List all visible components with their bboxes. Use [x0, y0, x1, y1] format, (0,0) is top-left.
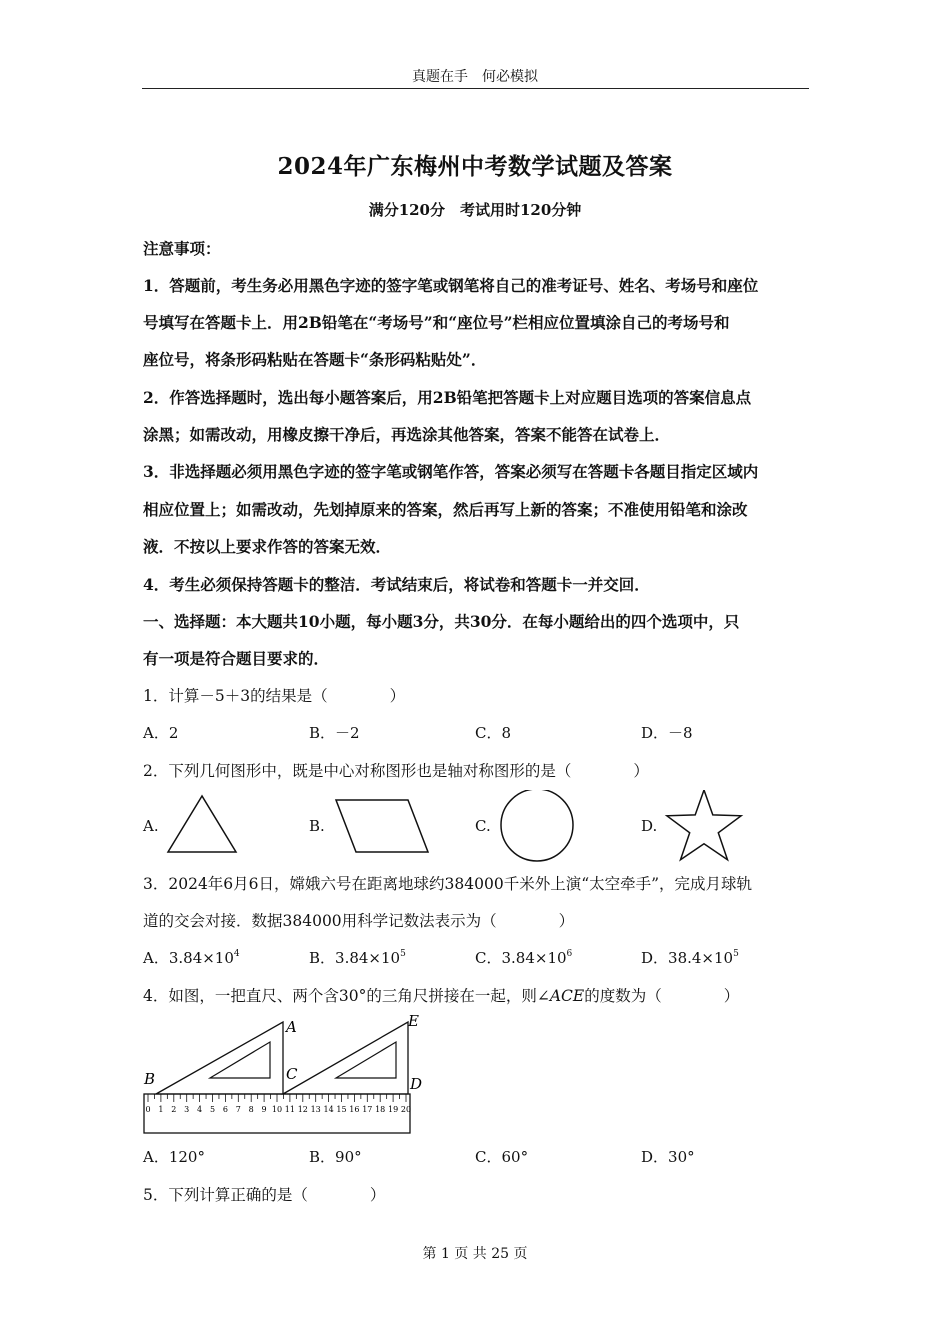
- ruler-tick-label: 4: [197, 1105, 203, 1114]
- q1-stem: 1．计算－5＋3的结果是（ ）: [143, 687, 406, 705]
- point-label-e: E: [408, 1012, 419, 1030]
- exam-subtitle: 满分120分 考试用时120分钟: [368, 201, 582, 219]
- note-line: 座位号，将条形码粘贴在答题卡“条形码粘贴处”．: [143, 350, 487, 369]
- q3-stem-line1: 3．2024年6月6日，嫦娥六号在距离地球约384000千米外上演“太空牵手”，完成月球轨: [143, 875, 753, 893]
- q1-option-b: B．－2: [309, 724, 360, 742]
- triangle-ruler-1-inner: [210, 1042, 270, 1078]
- q1-option-c: C．8: [475, 724, 512, 742]
- section-heading: 有一项是符合题目要求的．: [143, 649, 330, 668]
- ruler-tick-label: 19: [388, 1105, 399, 1114]
- q1-option-d: D．－8: [641, 724, 693, 742]
- point-label-b: B: [144, 1070, 156, 1088]
- q2-shapes-figure: [160, 790, 760, 866]
- header-rule: [142, 88, 809, 89]
- parallelogram-shape: [336, 800, 428, 852]
- ruler-tick-label: 7: [235, 1105, 241, 1114]
- section-heading: 一、选择题：本大题共10小题，每小题3分，共30分．在每小题给出的四个选项中，只: [143, 612, 740, 631]
- note-line: 相应位置上；如需改动，先划掉原来的答案，然后再写上新的答案；不准使用铅笔和涂改: [143, 500, 748, 519]
- q3-option-c: C．$3.84\times 10^6$: [475, 949, 573, 967]
- ruler-tick-label: 8: [248, 1105, 254, 1114]
- note-line: 号填写在答题卡上．用2B铅笔在“考场号”和“座位号”栏相应位置填涂自己的考场号和: [143, 313, 730, 332]
- note-line: 2．作答选择题时，选出每小题答案后，用2B铅笔把答题卡上对应题目选项的答案信息点: [143, 388, 752, 407]
- page-header: 真题在手 何必模拟: [412, 69, 538, 85]
- note-line: 1．答题前，考生务必用黑色字迹的签字笔或钢笔将自己的准考证号、姓名、考场号和座位: [143, 276, 759, 295]
- q4-option-b: B．90°: [309, 1148, 362, 1166]
- q3-option-b: B．$3.84\times 10^5$: [309, 949, 406, 967]
- circle-shape: [501, 790, 573, 861]
- ruler-tick-label: 11: [284, 1105, 295, 1114]
- q2-label-d: D.: [641, 817, 658, 835]
- triangle-shape: [168, 796, 236, 852]
- q3-option-d: D．$38.4\times 10^5$: [641, 949, 739, 967]
- note-line: 液．不按以上要求作答的答案无效．: [143, 537, 392, 556]
- q2-label-a: A.: [143, 817, 159, 835]
- triangle-ruler-2-inner: [336, 1042, 396, 1078]
- document-title: 2024年广东梅州中考数学试题及答案: [277, 153, 673, 180]
- ruler-tick-label: 12: [297, 1105, 308, 1114]
- ruler-tick-label: 2: [171, 1105, 177, 1114]
- q4-option-c: C．60°: [475, 1148, 529, 1166]
- ruler-tick-label: 9: [261, 1105, 267, 1114]
- note-line: 4．考生必须保持答题卡的整洁．考试结束后，将试卷和答题卡一并交回．: [143, 575, 650, 594]
- note-line: 涂黑；如需改动，用橡皮擦干净后，再选涂其他答案，答案不能答在试卷上．: [143, 425, 671, 444]
- ruler-tick-label: 5: [209, 1105, 216, 1114]
- q2-label-c: C.: [475, 817, 491, 835]
- point-label-c: C: [286, 1065, 298, 1083]
- ruler-tick-label: 1: [158, 1105, 164, 1114]
- point-label-d: D: [410, 1075, 423, 1093]
- ruler-tick-label: 10: [271, 1105, 283, 1114]
- ruler-tick-label: 14: [323, 1105, 334, 1114]
- q4-stem: 4．如图，一把直尺、两个含30°的三角尺拼接在一起，则∠ACE的度数为（ ）: [143, 987, 740, 1005]
- q4-option-a: A．120°: [143, 1148, 205, 1166]
- ruler-tick-label: 6: [222, 1105, 228, 1114]
- q1-option-a: A．2: [143, 724, 179, 742]
- ruler-tick-label: 13: [310, 1105, 321, 1114]
- point-label-a: A: [286, 1018, 297, 1036]
- ruler-tick-label: 16: [349, 1105, 360, 1114]
- q3-option-a: A．$3.84\times 10^4$: [143, 949, 240, 967]
- notes-heading: 注意事项：: [143, 239, 221, 258]
- ruler-tick-label: 15: [336, 1105, 347, 1114]
- ruler-tick-label: 0: [145, 1105, 151, 1114]
- note-line: 3．非选择题必须用黑色字迹的签字笔或钢笔作答，答案必须写在答题卡各题目指定区域内: [143, 462, 759, 481]
- ruler-tick-label: 3: [184, 1105, 190, 1114]
- page-footer: 第 1 页 共 25 页: [422, 1246, 528, 1262]
- triangle-ruler-2: [283, 1022, 408, 1094]
- q3-stem-line2: 道的交会对接．数据384000用科学记数法表示为（ ）: [143, 912, 575, 930]
- ruler-tick-label: 20: [400, 1105, 412, 1114]
- ruler-tick-label: 18: [375, 1105, 386, 1114]
- q4-ruler-triangles-figure: [140, 1010, 430, 1138]
- ruler-tick-label: 17: [362, 1105, 373, 1114]
- q2-label-b: B.: [309, 817, 325, 835]
- q5-stem: 5．下列计算正确的是（ ）: [143, 1186, 386, 1204]
- q2-stem: 2．下列几何图形中，既是中心对称图形也是轴对称图形的是（ ）: [143, 762, 649, 780]
- star-shape: [667, 790, 741, 860]
- q4-option-d: D．30°: [641, 1148, 695, 1166]
- triangle-ruler-1: [156, 1022, 283, 1094]
- ruler-ticks: [145, 1094, 411, 1114]
